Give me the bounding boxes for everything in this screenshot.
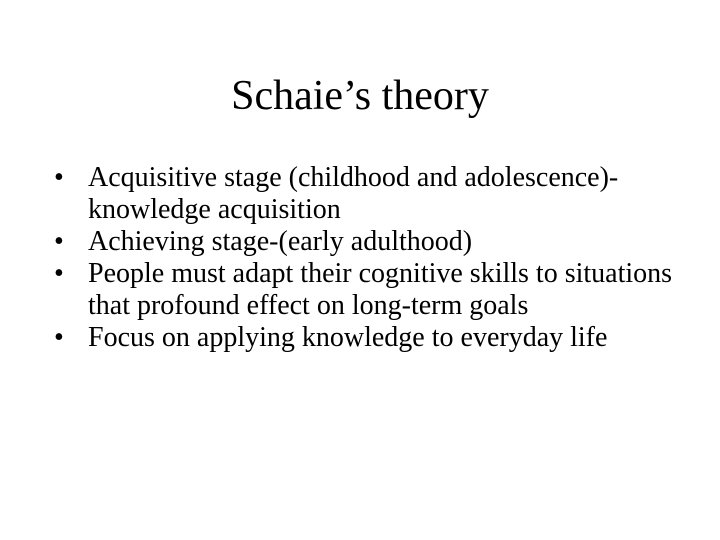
bullet-icon: • xyxy=(54,226,64,257)
bullet-item xyxy=(54,258,674,322)
slide-title: Schaie’s theory xyxy=(231,73,489,119)
bullet-icon: • xyxy=(54,162,64,193)
bullet-item xyxy=(54,162,674,226)
bullet-icon: • xyxy=(54,258,64,289)
bullet-text: Focus on applying knowledge to everyday life xyxy=(88,322,608,353)
bullet-text: Achieving stage-(early adulthood) xyxy=(88,226,473,257)
bullet-icon: • xyxy=(54,322,64,353)
bullet-list xyxy=(54,162,674,354)
bullet-text: People must adapt their cognitive skills to situations that profound effect on long-term goals xyxy=(88,258,673,321)
bullet-item xyxy=(54,226,674,258)
bullet-text: Acquisitive stage (childhood and adolescence)-knowledge acquisition xyxy=(88,162,619,225)
bullet-item xyxy=(54,322,674,354)
